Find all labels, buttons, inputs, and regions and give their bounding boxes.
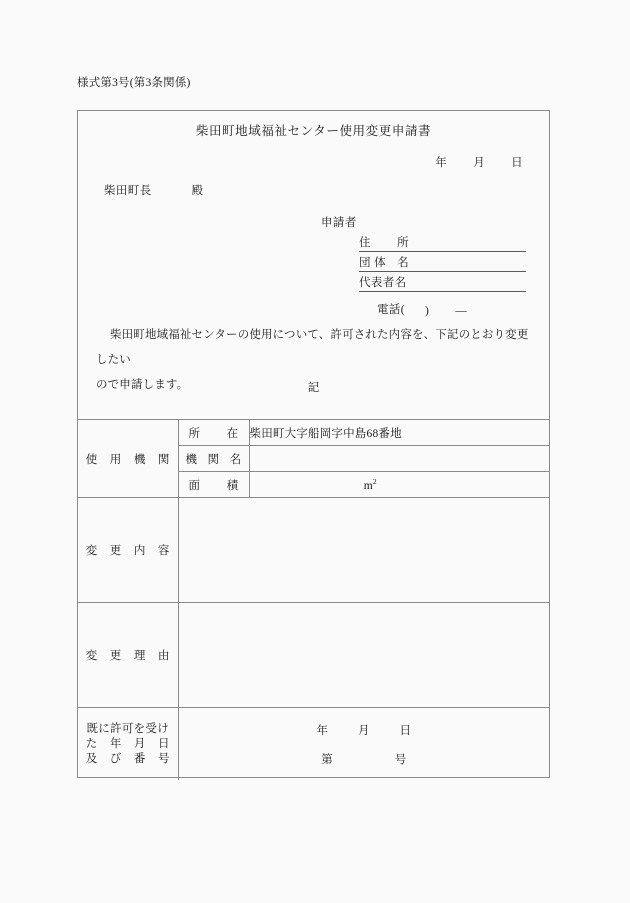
change-content-value[interactable] (178, 498, 549, 603)
application-form (77, 110, 550, 778)
date-month-label: 月 (473, 157, 486, 169)
body-text-line-1: 柴田町地域福祉センターの使用について、許可された内容を、下記のとおり変更したい (96, 329, 529, 366)
change-content-label: 変 更 内 容 (78, 498, 178, 603)
area-unit: $m^2$ (363, 477, 377, 492)
addressee-honorific: 殿 (191, 185, 204, 197)
facility-section-label: 使 用 機 関 (78, 420, 178, 498)
existing-permit-date-line (179, 724, 550, 739)
table-row (78, 603, 549, 708)
address-field[interactable] (359, 234, 526, 252)
applicant-block (321, 214, 526, 317)
table-row (78, 420, 549, 446)
organization-name-field[interactable] (359, 254, 526, 272)
facility-name-row-value[interactable] (249, 446, 549, 472)
area-row-label: 面 積 (178, 472, 249, 498)
addressee-line (104, 182, 204, 198)
organization-name-field-label: 団 体 名 (359, 257, 409, 269)
existing-permit-day: 日 (399, 725, 411, 737)
facility-name-row-label: 機 関 名 (178, 446, 249, 472)
existing-permit-label-line-1: 既に許可を受け (86, 722, 170, 735)
location-row-label: 所 在 (178, 420, 249, 446)
table-row (78, 498, 549, 603)
form-table (78, 419, 549, 780)
change-reason-value[interactable] (178, 603, 549, 708)
existing-permit-number-line (179, 753, 550, 768)
existing-permit-label-line-3: 及 び 番 号 (85, 752, 170, 765)
form-header-region (78, 111, 549, 419)
existing-permit-label-line-2: た 年 月 日 (85, 737, 170, 750)
area-row-value[interactable] (249, 472, 549, 498)
ki-mark: 記 (307, 382, 320, 394)
existing-permit-number-prefix: 第 (321, 754, 333, 766)
phone-dash: ― (455, 305, 468, 317)
form-number: 様式第3号(第3条関係) (77, 77, 191, 89)
phone-field[interactable] (359, 294, 526, 317)
phone-label: 電話( (377, 304, 406, 316)
existing-permit-value[interactable] (178, 708, 549, 781)
page-title: 柴田町地域福祉センター使用変更申請書 (195, 124, 432, 138)
existing-permit-label (78, 708, 178, 781)
table-row (78, 708, 549, 781)
applicant-heading: 申請者 (321, 217, 357, 229)
date-day-label: 日 (511, 157, 523, 169)
change-reason-label: 変 更 理 由 (78, 603, 178, 708)
existing-permit-year: 年 (316, 725, 328, 737)
addressee-name: 柴田町長 (104, 185, 152, 197)
existing-permit-number-suffix: 号 (394, 754, 407, 766)
location-row-value[interactable]: 柴田町大字船岡字中島68番地 (249, 420, 549, 446)
submission-date-line (435, 154, 523, 170)
address-field-label: 住 所 (359, 237, 409, 249)
body-text-line-2: ので申請します。 (96, 379, 189, 391)
phone-close-paren: ) (425, 305, 430, 317)
representative-name-field-label: 代表者名 (359, 277, 407, 289)
date-year-label: 年 (435, 157, 448, 169)
existing-permit-month: 月 (358, 725, 370, 737)
representative-name-field[interactable] (359, 274, 526, 292)
